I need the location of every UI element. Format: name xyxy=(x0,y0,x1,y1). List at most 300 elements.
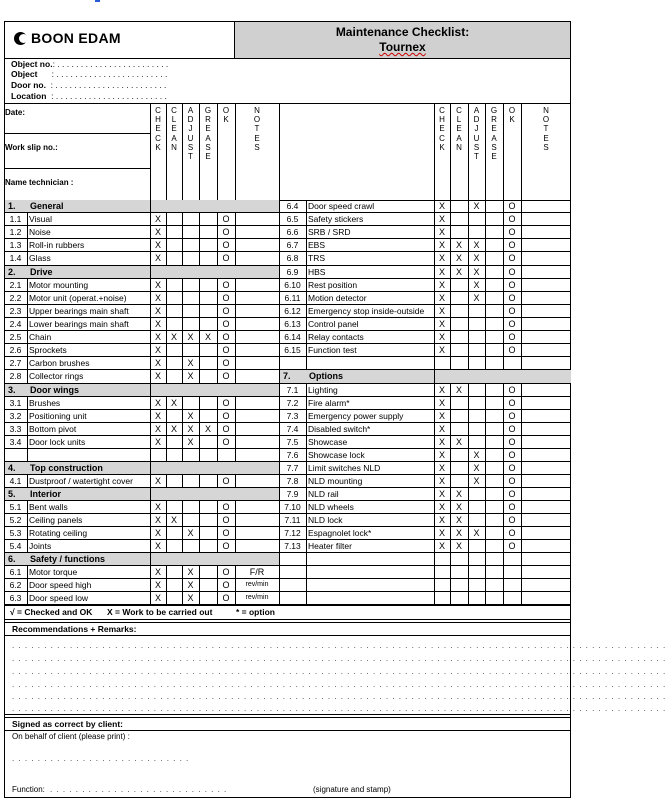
item-label: NLD wheels xyxy=(308,502,354,512)
info-dots[interactable]: : . . . . . . . . . . . . . . . . . . . . . . . . xyxy=(45,80,167,90)
item-label: Ceiling panels xyxy=(29,515,83,525)
boon-edam-logo xyxy=(14,30,121,46)
mark-clean[interactable]: X xyxy=(455,385,462,395)
mark-ok[interactable]: O xyxy=(222,580,230,590)
mark-check[interactable]: X xyxy=(438,293,445,303)
left-col-line xyxy=(235,104,236,605)
mark-ok[interactable]: O xyxy=(222,371,230,381)
item-number: 6.2 xyxy=(9,580,22,590)
mark-check[interactable]: X xyxy=(438,345,445,355)
mark-check[interactable]: X xyxy=(438,463,445,473)
mark-ok[interactable]: O xyxy=(508,437,516,447)
mark-ok[interactable]: O xyxy=(508,528,516,538)
item-number: 7.10 xyxy=(284,502,301,512)
mark-adjust[interactable]: X xyxy=(187,411,194,421)
item-number: 2.6 xyxy=(9,345,22,355)
mark-adjust[interactable]: X xyxy=(473,240,480,250)
item-notes[interactable]: rev/min xyxy=(245,594,269,601)
meta-field-2[interactable]: Name technician : xyxy=(5,178,74,187)
item-number: 2.7 xyxy=(9,358,22,368)
mark-ok[interactable]: O xyxy=(222,411,230,421)
mark-check[interactable]: X xyxy=(438,424,445,434)
mark-adjust[interactable]: X xyxy=(473,253,480,263)
mark-check[interactable]: X xyxy=(154,293,161,303)
mark-check[interactable]: X xyxy=(438,227,445,237)
item-number: 5.2 xyxy=(9,515,22,525)
mark-ok[interactable]: O xyxy=(508,306,516,316)
mark-ok[interactable]: O xyxy=(508,541,516,551)
info-dots[interactable]: : . . . . . . . . . . . . . . . . . . . . . . . . xyxy=(46,91,167,101)
mark-check[interactable]: X xyxy=(438,240,445,250)
right-row-line xyxy=(279,317,571,318)
mark-check[interactable]: X xyxy=(154,214,161,224)
mark-ok[interactable]: O xyxy=(508,502,516,512)
mark-ok[interactable]: O xyxy=(508,293,516,303)
left-section-bar-fill xyxy=(151,553,279,565)
mark-check[interactable]: X xyxy=(438,398,445,408)
mark-check[interactable]: X xyxy=(154,280,161,290)
header-split xyxy=(234,21,235,58)
remarks-label: Recommendations + Remarks: xyxy=(12,624,137,634)
item-number: 5.3 xyxy=(9,528,22,538)
right-row-line xyxy=(279,487,571,488)
mark-adjust[interactable]: X xyxy=(187,437,194,447)
legend-checked: √ = Checked and OK xyxy=(10,607,93,617)
section-title: Options xyxy=(309,371,343,381)
item-label: Limit switches NLD xyxy=(308,463,381,473)
column-header-adjust: A D J U S T xyxy=(473,106,480,162)
mark-ok[interactable]: O xyxy=(508,319,516,329)
left-row-line xyxy=(4,369,279,370)
mark-check[interactable]: X xyxy=(154,541,161,551)
mark-ok[interactable]: O xyxy=(508,424,516,434)
mark-ok[interactable]: O xyxy=(222,227,230,237)
meta-field-1[interactable]: Work slip no.: xyxy=(5,143,58,152)
left-row-line xyxy=(4,291,279,292)
info-field-0 xyxy=(11,59,168,69)
mark-ok[interactable]: O xyxy=(222,240,230,250)
mark-check[interactable]: X xyxy=(438,280,445,290)
item-number: 7.11 xyxy=(284,515,301,525)
item-label: Door speed crawl xyxy=(308,201,375,211)
item-label: Heater filter xyxy=(308,541,352,551)
mark-check[interactable]: X xyxy=(154,593,161,603)
mark-grease[interactable]: X xyxy=(204,332,211,342)
item-label: Function test xyxy=(308,345,357,355)
mark-ok[interactable]: O xyxy=(222,528,230,538)
mark-check[interactable]: X xyxy=(438,528,445,538)
right-row-line xyxy=(279,212,571,213)
mark-ok[interactable]: O xyxy=(508,463,516,473)
mark-adjust[interactable]: X xyxy=(473,201,480,211)
item-number: 6.13 xyxy=(284,319,301,329)
item-label: NLD lock xyxy=(308,515,343,525)
mark-check[interactable]: X xyxy=(438,515,445,525)
left-section-bar xyxy=(5,488,150,500)
mark-ok[interactable]: O xyxy=(508,489,516,499)
mark-ok[interactable]: O xyxy=(508,450,516,460)
item-label: Emergency stop inside-outside xyxy=(308,306,425,316)
mark-adjust[interactable]: X xyxy=(473,267,480,277)
mark-check[interactable]: X xyxy=(154,371,161,381)
item-number: 4.1 xyxy=(9,476,22,486)
item-number: 6.9 xyxy=(286,267,299,277)
info-dots[interactable]: : . . . . . . . . . . . . . . . . . . . . . . . . xyxy=(52,59,169,69)
mark-ok[interactable]: O xyxy=(222,358,230,368)
mark-clean[interactable]: X xyxy=(455,437,462,447)
mark-clean[interactable]: X xyxy=(455,489,462,499)
mark-clean[interactable]: X xyxy=(455,253,462,263)
mark-check[interactable]: X xyxy=(438,502,445,512)
remarks-top-line xyxy=(4,622,571,623)
mark-ok[interactable]: O xyxy=(222,502,230,512)
mark-ok[interactable]: O xyxy=(222,437,230,447)
item-number: 6.5 xyxy=(286,214,299,224)
column-header-check: C H E C K xyxy=(155,106,161,152)
remark-line[interactable]: . . . . . . . . . . . . . . . . . . . . . . . . . . . . . . . . . . . . . . . . . . . . . . . . . . . . . . . . . . . . . . . . . . . . . . . . . . . . . . . . . . . . . . . . . . . . . . . . . . . . . . xyxy=(12,667,666,676)
item-label: Roll-in rubbers xyxy=(29,240,85,250)
mark-check[interactable]: X xyxy=(438,411,445,421)
item-label: Door speed low xyxy=(29,593,89,603)
item-number: 7.9 xyxy=(286,489,299,499)
right-row-line xyxy=(279,435,571,436)
item-number: 2.3 xyxy=(9,306,22,316)
item-number: 7.8 xyxy=(286,476,299,486)
mark-ok[interactable]: O xyxy=(222,424,230,434)
mark-adjust[interactable]: X xyxy=(187,593,194,603)
mark-ok[interactable]: O xyxy=(222,306,230,316)
remark-line[interactable]: . . . . . . . . . . . . . . . . . . . . . . . . . . . . . . . . . . . . . . . . . . . . . . . . . . . . . . . . . . . . . . . . . . . . . . . . . . . . . . . . . . . . . . . . . . . . . . . . . . . . . . xyxy=(12,641,666,650)
column-header-clean: C L E A N xyxy=(456,106,462,152)
left-row-line xyxy=(4,448,279,449)
mark-check[interactable]: X xyxy=(154,424,161,434)
item-number: 6.10 xyxy=(284,280,301,290)
mark-ok[interactable]: O xyxy=(508,345,516,355)
left-row-line xyxy=(4,513,279,514)
mark-check[interactable]: X xyxy=(154,515,161,525)
right-row-line xyxy=(279,396,571,397)
item-label: Disabled switch* xyxy=(308,424,371,434)
left-section-bar-fill xyxy=(151,200,279,212)
item-number: 6.6 xyxy=(286,227,299,237)
meta-line xyxy=(4,168,150,169)
signoff-label-line xyxy=(4,730,571,731)
item-label: Positioning unit xyxy=(29,411,87,421)
item-number: 3.1 xyxy=(9,398,22,408)
mark-ok[interactable]: O xyxy=(508,476,516,486)
meta-field-0[interactable]: Date: xyxy=(5,108,26,117)
section-title: Interior xyxy=(30,489,62,499)
mark-ok[interactable]: O xyxy=(508,227,516,237)
mark-check[interactable]: X xyxy=(154,437,161,447)
mark-clean[interactable]: X xyxy=(455,502,462,512)
mark-check[interactable]: X xyxy=(154,345,161,355)
mark-adjust[interactable]: X xyxy=(473,280,480,290)
info-field-2 xyxy=(11,80,166,90)
remark-line[interactable]: . . . . . . . . . . . . . . . . . . . . . . . . . . . . . . . . . . . . . . . . . . . . . . . . . . . . . . . . . . . . . . . . . . . . . . . . . . . . . . . . . . . . . . . . . . . . . . . . . . . . . . xyxy=(12,692,666,701)
mark-check[interactable]: X xyxy=(154,358,161,368)
mark-check[interactable]: X xyxy=(154,319,161,329)
item-number: 1.2 xyxy=(9,227,22,237)
section-number: 4. xyxy=(8,463,16,473)
top-accent-mark xyxy=(95,0,100,2)
mark-ok[interactable]: O xyxy=(508,201,516,211)
left-row-line xyxy=(4,500,279,501)
mark-ok[interactable]: O xyxy=(222,398,230,408)
right-row-line xyxy=(279,409,571,410)
mark-ok[interactable]: O xyxy=(508,253,516,263)
section-number: 3. xyxy=(8,385,16,395)
item-label: Control panel xyxy=(308,319,359,329)
item-label: Fire alarm* xyxy=(308,398,350,408)
mark-check[interactable]: X xyxy=(154,567,161,577)
item-label: Motor torque xyxy=(29,567,78,577)
column-header-notes: N O T E S xyxy=(253,106,261,152)
item-label: Noise xyxy=(29,227,51,237)
item-number: 5.1 xyxy=(9,502,22,512)
mark-ok[interactable]: O xyxy=(222,593,230,603)
item-label: Motor unit (operat.+noise) xyxy=(29,293,127,303)
item-label: Emergency power supply xyxy=(308,411,404,421)
mark-check[interactable]: X xyxy=(154,398,161,408)
right-row-line xyxy=(279,356,571,357)
item-number: 2.1 xyxy=(9,280,22,290)
mark-ok[interactable]: O xyxy=(222,214,230,224)
section-title: General xyxy=(30,201,64,211)
left-section-bar xyxy=(5,266,150,278)
mark-adjust[interactable]: X xyxy=(187,358,194,368)
mark-check[interactable]: X xyxy=(438,541,445,551)
mark-ok[interactable]: O xyxy=(222,515,230,525)
mark-adjust[interactable]: X xyxy=(187,580,194,590)
mark-check[interactable]: X xyxy=(438,385,445,395)
mark-ok[interactable]: O xyxy=(508,280,516,290)
item-notes[interactable]: rev/min xyxy=(245,581,269,588)
mark-clean[interactable]: X xyxy=(170,515,177,525)
right-row-line xyxy=(279,474,571,475)
mark-clean[interactable]: X xyxy=(455,541,462,551)
item-label: Relay contacts xyxy=(308,332,364,342)
mark-check[interactable]: X xyxy=(438,332,445,342)
mark-check[interactable]: X xyxy=(438,489,445,499)
function-label: Function: xyxy=(12,785,45,794)
item-label: Rotating ceiling xyxy=(29,528,88,538)
right-row-line xyxy=(279,251,571,252)
item-label: Lower bearings main shaft xyxy=(29,319,129,329)
item-label: Chain xyxy=(29,332,52,342)
mark-check[interactable]: X xyxy=(154,332,161,342)
mark-ok[interactable]: O xyxy=(222,332,230,342)
mark-adjust[interactable]: X xyxy=(187,528,194,538)
mark-clean[interactable]: X xyxy=(455,515,462,525)
right-row-line xyxy=(279,578,571,579)
right-row-line xyxy=(279,278,571,279)
mark-ok[interactable]: O xyxy=(222,541,230,551)
item-notes[interactable]: F/R xyxy=(249,567,265,577)
section-title: Door wings xyxy=(30,385,79,395)
mark-check[interactable]: X xyxy=(438,319,445,329)
mark-adjust[interactable]: X xyxy=(473,293,480,303)
section-title: Safety / functions xyxy=(30,554,106,564)
column-header-ok: O K xyxy=(222,106,230,125)
mark-check[interactable]: X xyxy=(154,227,161,237)
item-number: 2.8 xyxy=(9,371,22,381)
mark-check[interactable]: X xyxy=(438,267,445,277)
item-number: 2.4 xyxy=(9,319,22,329)
right-col-line xyxy=(485,104,486,605)
mark-clean[interactable]: X xyxy=(455,528,462,538)
right-num-line xyxy=(306,200,307,605)
mark-ok[interactable]: O xyxy=(222,345,230,355)
mark-clean[interactable]: X xyxy=(455,240,462,250)
item-number: 6.8 xyxy=(286,253,299,263)
remark-line[interactable]: . . . . . . . . . . . . . . . . . . . . . . . . . . . . . . . . . . . . . . . . . . . . . . . . . . . . . . . . . . . . . . . . . . . . . . . . . . . . . . . . . . . . . . . . . . . . . . . . . . . . . . xyxy=(12,680,666,689)
mark-adjust[interactable]: X xyxy=(473,463,480,473)
mark-ok[interactable]: O xyxy=(508,332,516,342)
right-row-line xyxy=(279,225,571,226)
section-number: 2. xyxy=(8,267,16,277)
section-number: 7. xyxy=(283,371,291,381)
mark-ok[interactable]: O xyxy=(508,267,516,277)
mark-check[interactable]: X xyxy=(438,306,445,316)
mark-check[interactable]: X xyxy=(154,502,161,512)
item-number: 6.4 xyxy=(286,201,299,211)
mark-ok[interactable]: O xyxy=(508,411,516,421)
right-row-line xyxy=(279,238,571,239)
item-number: 7.12 xyxy=(284,528,301,538)
mark-ok[interactable]: O xyxy=(508,214,516,224)
left-section-bar xyxy=(5,200,150,212)
item-number: 7.2 xyxy=(286,398,299,408)
item-label: Upper bearings main shaft xyxy=(29,306,129,316)
function-field[interactable]: . . . . . . . . . . . . . . . . . . . . . . . . . . . . xyxy=(50,785,228,794)
item-label: Espagnolet lock* xyxy=(308,528,372,538)
mark-check[interactable]: X xyxy=(438,476,445,486)
item-number: 1.3 xyxy=(9,240,22,250)
mark-check[interactable]: X xyxy=(154,253,161,263)
mark-check[interactable]: X xyxy=(154,580,161,590)
left-row-line xyxy=(4,526,279,527)
left-row-line xyxy=(4,396,279,397)
mark-check[interactable]: X xyxy=(154,476,161,486)
mark-ok[interactable]: O xyxy=(222,567,230,577)
mark-ok[interactable]: O xyxy=(222,293,230,303)
column-header-notes: N O T E S xyxy=(542,106,550,152)
info-field-3 xyxy=(11,91,167,101)
left-row-line xyxy=(4,317,279,318)
behalf-field[interactable]: . . . . . . . . . . . . . . . . . . . . . . . . . . . . xyxy=(12,754,190,763)
item-number: 2.2 xyxy=(9,293,22,303)
mark-ok[interactable]: O xyxy=(508,385,516,395)
item-label: Visual xyxy=(29,214,52,224)
left-row-line xyxy=(4,238,279,239)
left-row-line xyxy=(4,251,279,252)
mark-ok[interactable]: O xyxy=(508,398,516,408)
section-number: 6. xyxy=(8,554,16,564)
mark-check[interactable]: X xyxy=(438,201,445,211)
info-dots[interactable]: : . . . . . . . . . . . . . . . . . . . . . . . . xyxy=(37,69,168,79)
info-label: Object no. xyxy=(11,59,53,69)
mark-clean[interactable]: X xyxy=(170,424,177,434)
info-label: Object xyxy=(11,69,38,79)
mark-adjust[interactable]: X xyxy=(473,528,480,538)
right-row-line xyxy=(279,552,571,553)
mark-ok[interactable]: O xyxy=(222,319,230,329)
mark-clean[interactable]: X xyxy=(170,398,177,408)
mark-adjust[interactable]: X xyxy=(187,424,194,434)
item-label: NLD mounting xyxy=(308,476,363,486)
item-label: Brushes xyxy=(29,398,61,408)
item-label: Dustproof / watertight cover xyxy=(29,476,133,486)
mark-adjust[interactable]: X xyxy=(473,476,480,486)
legend-bottom-line xyxy=(4,619,571,620)
mark-adjust[interactable]: X xyxy=(187,332,194,342)
column-header-grease: G R E A S E xyxy=(490,106,498,162)
mark-check[interactable]: X xyxy=(154,528,161,538)
section-title: Drive xyxy=(30,267,53,277)
left-row-line xyxy=(4,409,279,410)
mark-check[interactable]: X xyxy=(438,450,445,460)
mark-adjust[interactable]: X xyxy=(473,450,480,460)
right-section-bar xyxy=(280,370,434,383)
legend-top-line xyxy=(4,605,571,606)
item-label: Glass xyxy=(29,253,51,263)
item-number: 6.7 xyxy=(286,240,299,250)
item-number: 1.4 xyxy=(9,253,22,263)
mark-adjust[interactable]: X xyxy=(187,567,194,577)
right-row-line xyxy=(279,330,571,331)
info-label: Location xyxy=(11,91,47,101)
right-section-bar-fill xyxy=(435,370,571,383)
left-row-line xyxy=(4,212,279,213)
item-label: SRB / SRD xyxy=(308,227,351,237)
mark-check[interactable]: X xyxy=(438,253,445,263)
mark-check[interactable]: X xyxy=(154,411,161,421)
mark-ok[interactable]: O xyxy=(222,476,230,486)
mark-adjust[interactable]: X xyxy=(187,371,194,381)
item-number: 7.6 xyxy=(286,450,299,460)
remark-line[interactable]: . . . . . . . . . . . . . . . . . . . . . . . . . . . . . . . . . . . . . . . . . . . . . . . . . . . . . . . . . . . . . . . . . . . . . . . . . . . . . . . . . . . . . . . . . . . . . . . . . . . . . . xyxy=(12,704,666,713)
column-header-grease: G R E A S E xyxy=(204,106,212,162)
item-number: 3.2 xyxy=(9,411,22,421)
mark-grease[interactable]: X xyxy=(204,424,211,434)
mark-ok[interactable]: O xyxy=(222,253,230,263)
column-header-clean: C L E A N xyxy=(171,106,177,152)
item-label: Lighting xyxy=(308,385,338,395)
item-label: Showcase xyxy=(308,437,348,447)
item-label: Joints xyxy=(29,541,52,551)
right-row-line xyxy=(279,304,571,305)
mark-ok[interactable]: O xyxy=(508,240,516,250)
remark-line[interactable]: . . . . . . . . . . . . . . . . . . . . . . . . . . . . . . . . . . . . . . . . . . . . . . . . . . . . . . . . . . . . . . . . . . . . . . . . . . . . . . . . . . . . . . . . . . . . . . . . . . . . . . xyxy=(12,654,666,663)
right-row-line xyxy=(279,500,571,501)
mark-check[interactable]: X xyxy=(154,306,161,316)
subtitle-text: Tournex xyxy=(379,40,426,54)
mark-check[interactable]: X xyxy=(438,437,445,447)
item-label: Bottom pivot xyxy=(29,424,77,434)
mark-ok[interactable]: O xyxy=(222,280,230,290)
item-number: 3.4 xyxy=(9,437,22,447)
mark-check[interactable]: X xyxy=(154,240,161,250)
right-row-line xyxy=(279,265,571,266)
mark-check[interactable]: X xyxy=(438,214,445,224)
mark-clean[interactable]: X xyxy=(170,332,177,342)
mark-ok[interactable]: O xyxy=(508,515,516,525)
mark-clean[interactable]: X xyxy=(455,267,462,277)
item-label: Rest position xyxy=(308,280,358,290)
left-row-line xyxy=(4,278,279,279)
left-row-line xyxy=(4,225,279,226)
